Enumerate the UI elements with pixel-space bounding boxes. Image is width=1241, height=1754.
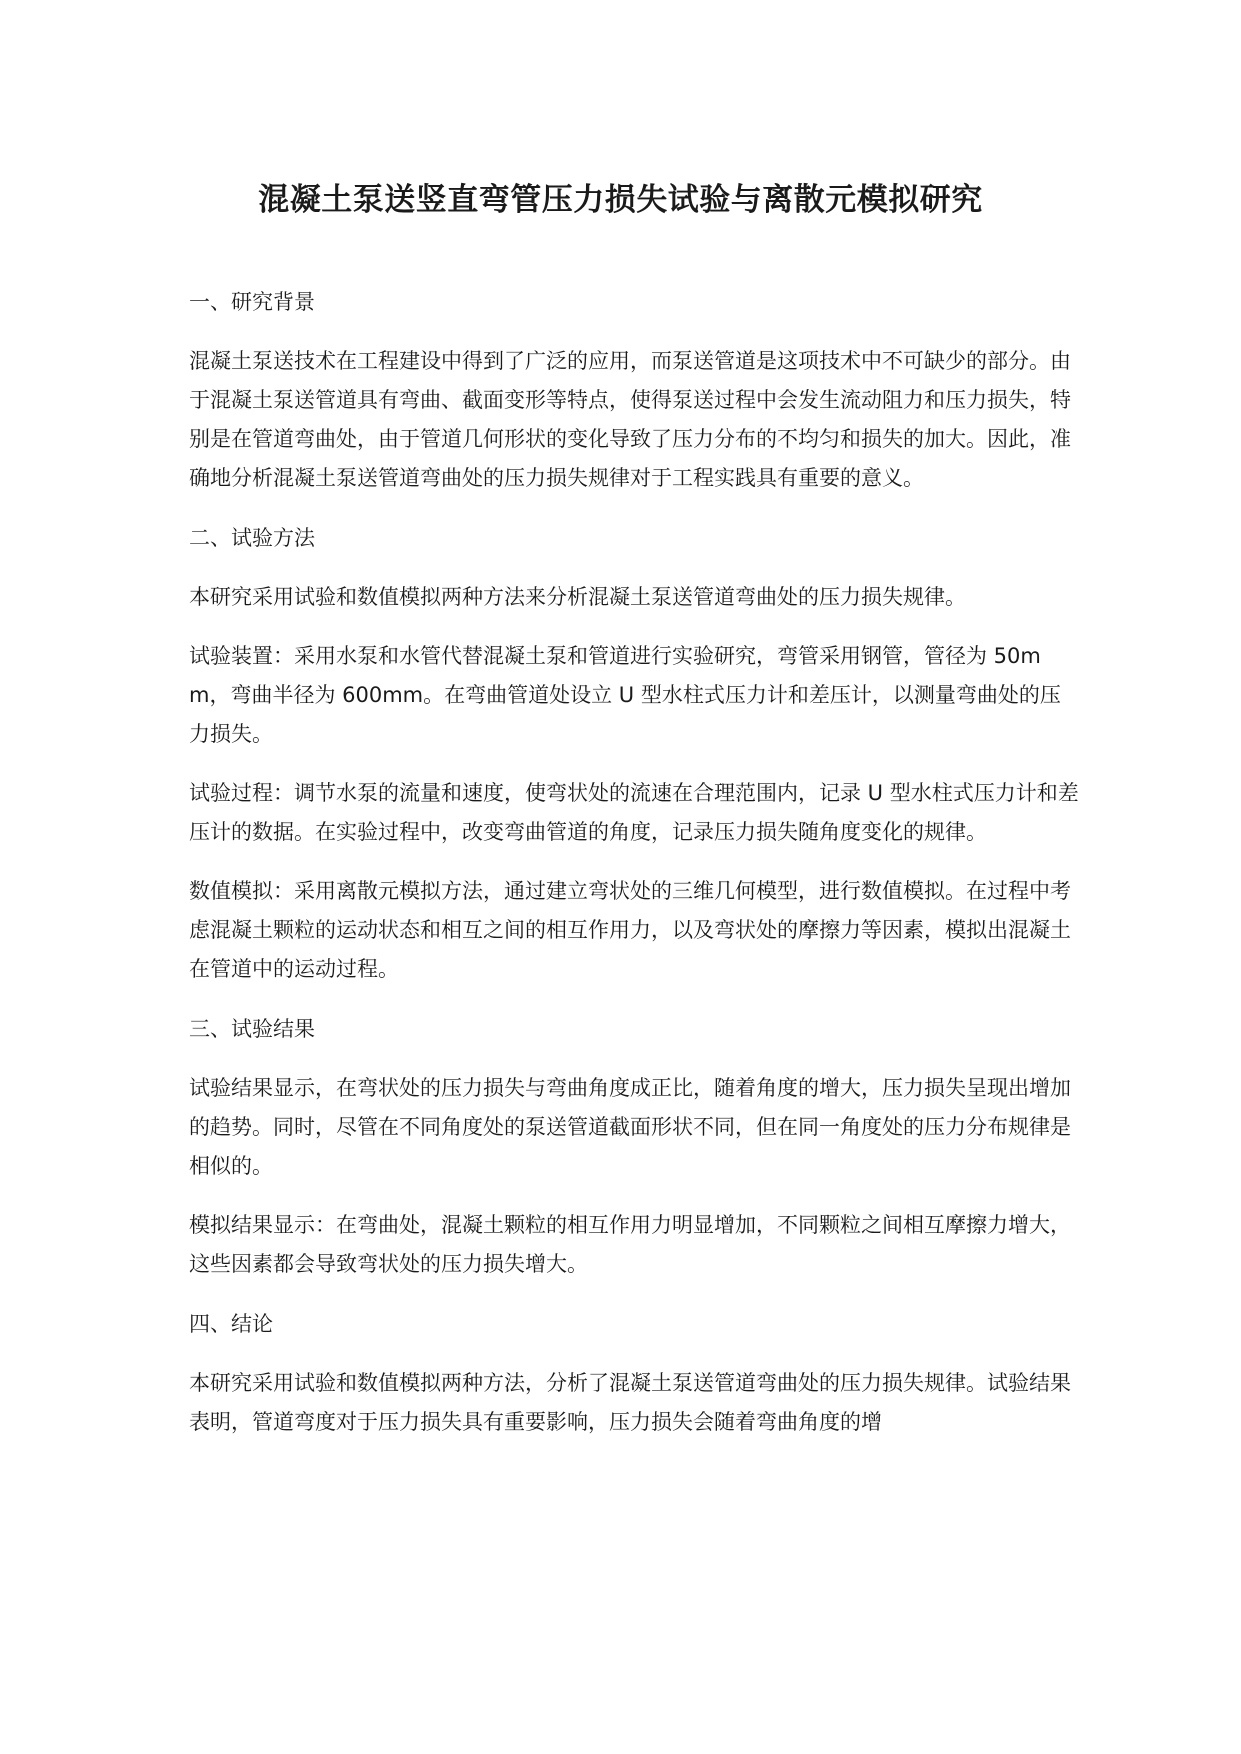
paragraph: 混凝土泵送技术在工程建设中得到了广泛的应用，而泵送管道是这项技术中不可缺少的部分。由于混凝土泵送管道具有弯曲、截面变形等特点，使得泵送过程中会发生流动阻力和压力损失，特别是在管道弯曲处，由于管道几何形状的变化导致了压力分布的不均匀和损失的加大。因此，准确地分析混凝土泵送管道弯曲处的压力损失规律对于工程实践具有重要的意义。 — [189, 349, 1071, 490]
paragraph: 模拟结果显示：在弯曲处，混凝土颗粒的相互作用力明显增加，不同颗粒之间相互摩擦力增大，这些因素都会导致弯状处的压力损失增大。 — [189, 1213, 1071, 1276]
paragraph: 试验结果显示，在弯状处的压力损失与弯曲角度成正比，随着角度的增大，压力损失呈现出增加的趋势。同时，尽管在不同角度处的泵送管道截面形状不同，但在同一角度处的压力分布规律是相似的。 — [189, 1076, 1071, 1178]
section-heading: 四、结论 — [189, 1312, 273, 1336]
section-background — [189, 282, 1079, 498]
section-results — [189, 1009, 1079, 1284]
section-heading: 三、试验结果 — [189, 1017, 315, 1041]
paragraph: 本研究采用试验和数值模拟两种方法来分析混凝土泵送管道弯曲处的压力损失规律。 — [189, 585, 966, 609]
section-heading: 二、试验方法 — [189, 526, 315, 550]
paragraph: 试验装置：采用水泵和水管代替混凝土泵和管道进行实验研究，弯管采用钢管，管径为 50mm，弯曲半径为 600mm。在弯曲管道处设立 U 型水柱式压力计和差压计，以测量弯曲处的压力损失。 — [189, 644, 1061, 746]
document-title: 混凝土泵送竖直弯管压力损失试验与离散元模拟研究 — [258, 182, 983, 218]
paragraph: 数值模拟：采用离散元模拟方法，通过建立弯状处的三维几何模型，进行数值模拟。在过程中考虑混凝土颗粒的运动状态和相互之间的相互作用力，以及弯状处的摩擦力等因素，模拟出混凝土在管道中的运动过程。 — [189, 879, 1071, 981]
section-heading: 一、研究背景 — [189, 290, 315, 314]
section-conclusion — [189, 1304, 1079, 1442]
section-method — [189, 518, 1079, 989]
document-body — [189, 282, 1079, 1462]
paragraph: 试验过程：调节水泵的流量和速度，使弯状处的流速在合理范围内，记录 U 型水柱式压力计和差压计的数据。在实验过程中，改变弯曲管道的角度，记录压力损失随角度变化的规律。 — [189, 781, 1079, 844]
paragraph: 本研究采用试验和数值模拟两种方法，分析了混凝土泵送管道弯曲处的压力损失规律。试验结果表明，管道弯度对于压力损失具有重要影响，压力损失会随着弯曲角度的增 — [189, 1371, 1071, 1434]
